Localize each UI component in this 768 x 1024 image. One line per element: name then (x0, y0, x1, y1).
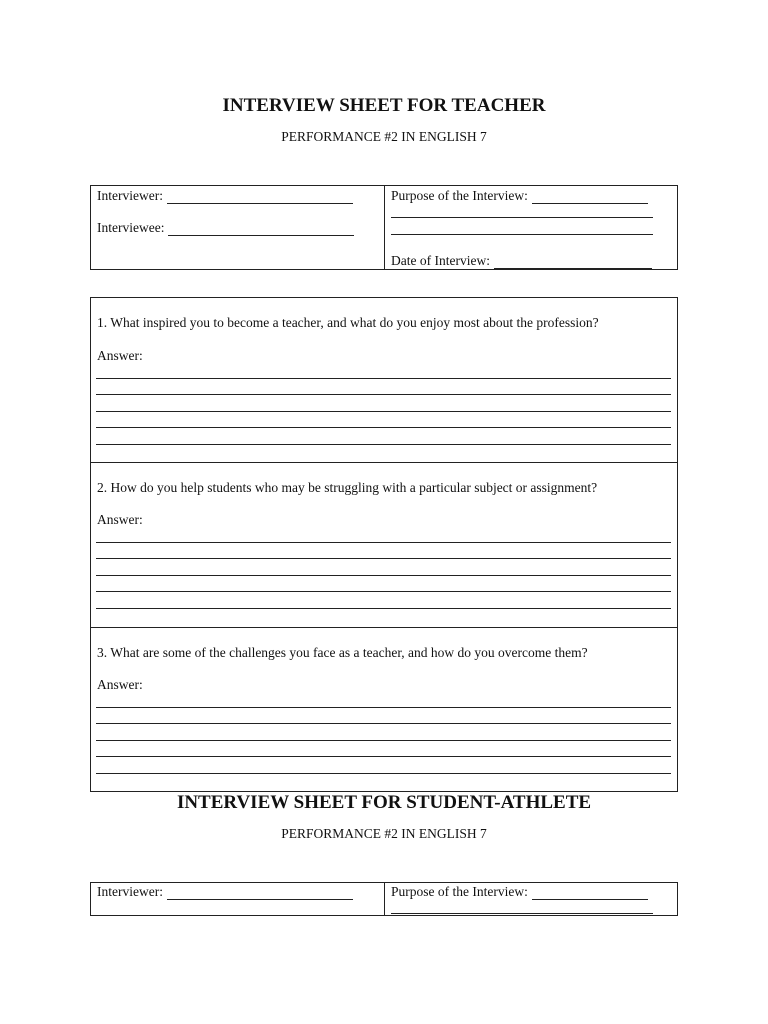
purpose-line[interactable] (391, 234, 653, 235)
answer-line[interactable] (96, 575, 671, 576)
date-label: Date of Interview: (391, 253, 490, 268)
question-text: 1. What inspired you to become a teacher, and what do you enjoy most about the profession? (97, 315, 599, 330)
page-title: INTERVIEW SHEET FOR TEACHER (222, 95, 546, 116)
page-subtitle: PERFORMANCE #2 IN ENGLISH 7 (281, 129, 487, 144)
answer-label: Answer: (97, 348, 143, 363)
answer-line[interactable] (96, 707, 671, 708)
answer-line[interactable] (96, 756, 671, 757)
purpose-blank[interactable] (532, 191, 648, 204)
answer-label: Answer: (97, 512, 143, 527)
purpose-label: Purpose of the Interview: (391, 188, 528, 203)
answer-line[interactable] (96, 608, 671, 609)
question-text: 3. What are some of the challenges you face as a teacher, and how do you overcome them? (97, 645, 588, 660)
answer-label: Answer: (97, 677, 143, 692)
purpose-line[interactable] (391, 913, 653, 914)
interviewer-field (97, 188, 353, 204)
second-page-subtitle: PERFORMANCE #2 IN ENGLISH 7 (281, 826, 487, 841)
answer-line[interactable] (96, 723, 671, 724)
question-block (91, 462, 677, 627)
date-field (391, 253, 652, 269)
answer-line[interactable] (96, 411, 671, 412)
purpose-field (391, 188, 648, 204)
answer-line[interactable] (96, 542, 671, 543)
interviewee-blank[interactable] (168, 223, 354, 236)
answer-line[interactable] (96, 444, 671, 445)
answer-line[interactable] (96, 427, 671, 428)
interview-info-table (90, 185, 678, 270)
second-interview-info-table (90, 882, 678, 916)
interviewer-blank[interactable] (167, 191, 353, 204)
purpose-line[interactable] (391, 217, 653, 218)
answer-line[interactable] (96, 394, 671, 395)
interviewee-label: Interviewee: (97, 220, 165, 235)
answer-line[interactable] (96, 773, 671, 774)
answer-line[interactable] (96, 378, 671, 379)
purpose-field (391, 884, 648, 900)
interviewer-label: Interviewer: (97, 188, 163, 203)
purpose-label: Purpose of the Interview: (391, 884, 528, 899)
question-text: 2. How do you help students who may be struggling with a particular subject or assignment? (97, 480, 598, 495)
answer-line[interactable] (96, 740, 671, 741)
question-block (91, 627, 677, 791)
table-column-divider (384, 883, 385, 915)
interviewer-label: Interviewer: (97, 884, 163, 899)
date-blank[interactable] (494, 256, 652, 269)
interviewer-field (97, 884, 353, 900)
second-page-title: INTERVIEW SHEET FOR STUDENT-ATHLETE (176, 792, 592, 813)
interviewee-field (97, 220, 354, 236)
questions-table (90, 297, 678, 792)
answer-line[interactable] (96, 591, 671, 592)
answer-line[interactable] (96, 558, 671, 559)
question-block (91, 298, 677, 463)
purpose-blank[interactable] (532, 887, 648, 900)
table-column-divider (384, 186, 385, 269)
interviewer-blank[interactable] (167, 887, 353, 900)
